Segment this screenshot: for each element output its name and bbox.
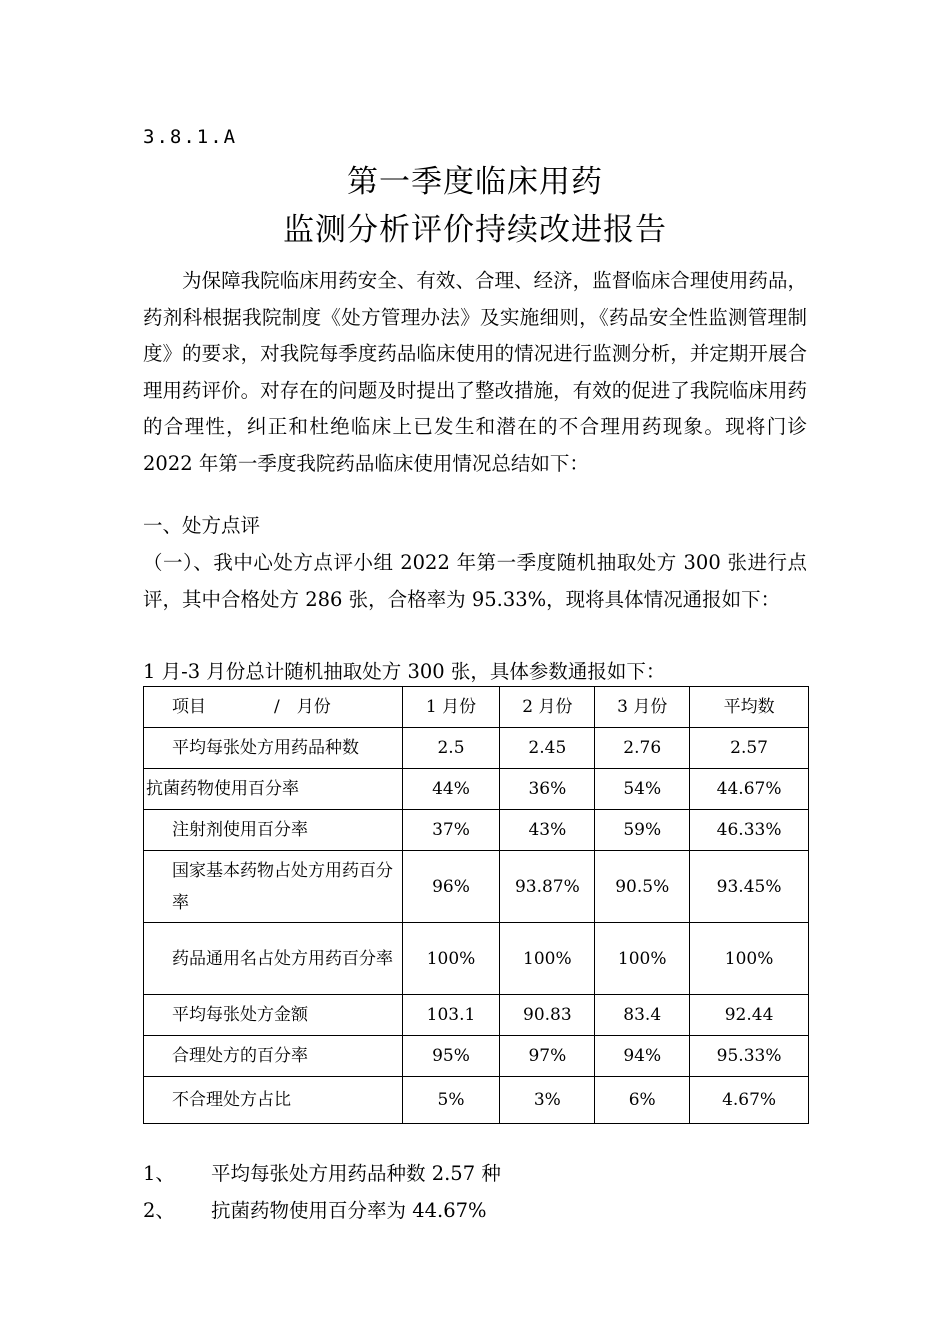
table-cell: 37% <box>402 810 500 851</box>
row-label: 平均每张处方用药品种数 <box>144 728 403 769</box>
prescription-stats-table <box>143 686 809 1124</box>
table-cell: 92.44 <box>690 995 809 1036</box>
table-cell: 2.76 <box>595 728 690 769</box>
list-number: 2、 <box>143 1199 175 1222</box>
table-cell: 2.57 <box>690 728 809 769</box>
table-row <box>144 728 809 769</box>
table-row <box>144 1077 809 1124</box>
table-cell: 4.67% <box>690 1077 809 1124</box>
header-cell: 2 月份 <box>500 687 595 728</box>
table-cell: 2.45 <box>500 728 595 769</box>
title-line-1: 第一季度临床用药 <box>347 164 603 200</box>
table-cell: 5% <box>402 1077 500 1124</box>
document-code: 3.8.1.A <box>143 126 238 148</box>
table-cell: 44.67% <box>690 769 809 810</box>
table-header-row <box>144 687 809 728</box>
row-label: 平均每张处方金额 <box>144 995 403 1036</box>
table-cell: 2.5 <box>402 728 500 769</box>
table-cell: 54% <box>595 769 690 810</box>
table-cell: 36% <box>500 769 595 810</box>
table-row <box>144 810 809 851</box>
table-row <box>144 995 809 1036</box>
table-cell: 44% <box>402 769 500 810</box>
list-item <box>143 1156 501 1192</box>
title-line-2: 监测分析评价持续改进报告 <box>283 212 667 248</box>
header-cell: 1 月份 <box>402 687 500 728</box>
header-cell: 3 月份 <box>595 687 690 728</box>
table-cell: 90.83 <box>500 995 595 1036</box>
table-cell: 94% <box>595 1036 690 1077</box>
section-heading: 一、处方点评 <box>143 514 261 537</box>
table-cell: 43% <box>500 810 595 851</box>
table-cell: 100% <box>690 923 809 995</box>
table-row <box>144 851 809 923</box>
table-cell: 59% <box>595 810 690 851</box>
table-cell: 100% <box>500 923 595 995</box>
table-cell: 103.1 <box>402 995 500 1036</box>
list-text: 抗菌药物使用百分率为 44.67% <box>211 1199 487 1222</box>
intro-paragraph: 为保障我院临床用药安全、有效、合理、经济，监督临床合理使用药品，药剂科根据我院制度《处方管理办法》及实施细则，《药品安全性监测管理制度》的要求，对我院每季度药品临床使用的情况进行监测分析，并定期开展合理用药评价。对存在的问题及时提出了整改措施，有效的促进了我院临床用药的合理性，纠正和杜绝临床上已发生和潜在的不合理用药现象。现将门诊 2022 年第一季度我院药品临床使用情况总结如下： <box>143 269 807 475</box>
list-number: 1、 <box>143 1162 175 1185</box>
table-row <box>144 923 809 995</box>
list-item <box>143 1193 487 1229</box>
table-cell: 97% <box>500 1036 595 1077</box>
table-cell: 90.5% <box>595 851 690 923</box>
row-label: 抗菌药物使用百分率 <box>144 769 403 810</box>
table-cell: 3% <box>500 1077 595 1124</box>
table-cell: 93.45% <box>690 851 809 923</box>
row-label: 药品通用名占处方用药百分率 <box>144 923 403 995</box>
header-cell: 项目 / 月份 <box>144 687 403 728</box>
table-cell: 83.4 <box>595 995 690 1036</box>
table-cell: 95.33% <box>690 1036 809 1077</box>
table-cell: 93.87% <box>500 851 595 923</box>
row-label: 合理处方的百分率 <box>144 1036 403 1077</box>
row-label: 注射剂使用百分率 <box>144 810 403 851</box>
table-cell: 95% <box>402 1036 500 1077</box>
header-cell: 平均数 <box>690 687 809 728</box>
table-caption: 1 月-3 月份总计随机抽取处方 300 张，具体参数通报如下： <box>143 660 666 683</box>
table-cell: 100% <box>595 923 690 995</box>
table-cell: 46.33% <box>690 810 809 851</box>
table-cell: 96% <box>402 851 500 923</box>
table-row <box>144 769 809 810</box>
table-row <box>144 1036 809 1077</box>
table-cell: 100% <box>402 923 500 995</box>
table-cell: 6% <box>595 1077 690 1124</box>
row-label: 国家基本药物占处方用药百分率 <box>144 851 403 923</box>
list-text: 平均每张处方用药品种数 2.57 种 <box>211 1162 501 1185</box>
subsection-paragraph: （一）、我中心处方点评小组 2022 年第一季度随机抽取处方 300 张进行点评，其中合格处方 286 张，合格率为 95.33%，现将具体情况通报如下： <box>143 551 807 611</box>
row-label: 不合理处方占比 <box>144 1077 403 1124</box>
